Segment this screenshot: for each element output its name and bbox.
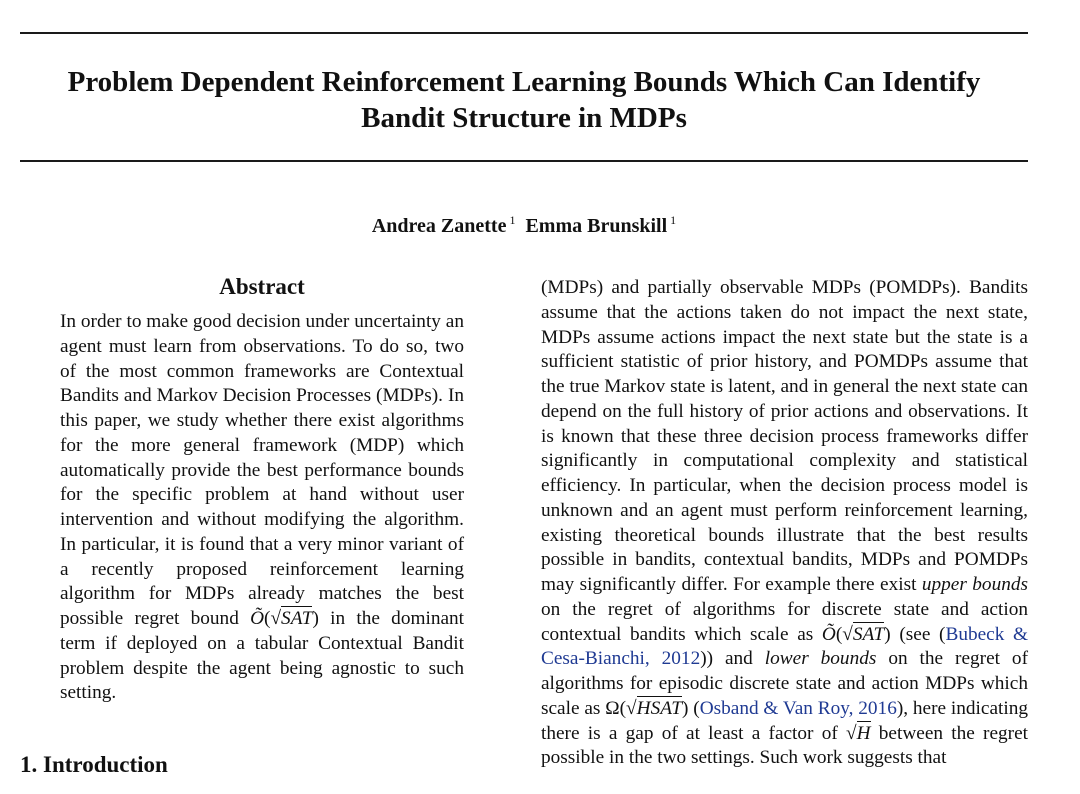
- author-list: [20, 207, 1028, 239]
- body-text: ), here indicating there is a gap of at least a factor of: [541, 697, 1029, 744]
- body-text: (see (: [899, 623, 946, 645]
- emphasis-text: upper bounds: [921, 574, 1028, 595]
- body-text: between the regret possible in the two settings. Such work suggests that: [541, 722, 1028, 769]
- author-affiliation-mark: 1: [670, 213, 677, 227]
- right-column-text: [541, 276, 1028, 771]
- title-bottom-rule: [20, 160, 1028, 162]
- abstract-text: In order to make good decision under uncertainty an agent must learn from observations. To do so, two of the most common frameworks are Contextual Bandits and Markov Decision Processes (MDPs). In this paper, we study whether there exist algorithms for the more general framework (MDP) which automatically provide the best performance bounds for the specific problem at hand without user intervention and without modifying the algorithm. In particular, it is found that a very minor variant of a recently proposed reinforcement learning algorithm for MDPs already matches the best possible regret bound: [60, 311, 464, 629]
- abstract-text: in the dominant term if deployed on a tabular Contextual Bandit problem despite the agent being agnostic to such setting.: [60, 608, 465, 704]
- author-name: Andrea Zanette: [371, 215, 507, 237]
- citation-link[interactable]: Osband & Van Roy, 2016: [699, 697, 897, 719]
- intro-paragraph: (MDPs) and partially observable MDPs (POMDPs). Bandits assume that the actions taken do not impact the next state, MDPs assume actions impact the next state but the state is a sufficient statistic of prior history, and POMDPs assume that the true Markov state is latent, and in general the next state can depend on the full history of prior actions and observations. It is known that these three decision process frameworks differ significantly in computational complexity and statistical efficiency. In particular, when the decision process model is unknown and an agent must perform reinforcement learning, existing theoretical bounds illustrate that the best results possible in bandits, contextual bandits, MDPs and POMDPs may significantly differ. For example there exist upper bounds on the regret of algorithms for discrete state and action contextual bandits which scale as Õ(√SAT) (see (Bubeck & Cesa-Bianchi, 2012)) and lower bounds on the regret of algorithms for episodic discrete state and action MDPs which scale as Ω(√HSAT) (Osband & Van Roy, 2016), here indicating there is a gap of at least a factor of √H between the regret possible in the two settings. Such work suggests that: [541, 277, 1029, 769]
- body-text: on the regret of algorithms for episodic discrete state and action MDPs which scale as: [541, 648, 1028, 719]
- section-heading-introduction: 1. Introduction: [20, 752, 168, 777]
- abstract-body: [60, 310, 464, 706]
- author-affiliation-mark: 1: [509, 213, 516, 227]
- upper-bound-math: Õ(√SAT): [821, 623, 891, 645]
- abstract-heading: Abstract: [219, 274, 305, 299]
- gap-factor-math: √H: [846, 722, 871, 744]
- body-text: )) and: [700, 648, 753, 670]
- title-top-rule: [20, 32, 1028, 34]
- body-text: on the regret of algorithms for discrete state and action contextual bandits which scale as: [541, 598, 1028, 645]
- regret-bound-math: Õ(√SAT): [250, 608, 319, 629]
- citation-link[interactable]: Bubeck & Cesa-Bianchi, 2012: [541, 623, 1028, 670]
- author-name: Emma Brunskill: [525, 215, 668, 237]
- body-text: (MDPs) and partially observable MDPs (POMDPs). Bandits assume that the actions taken do not impact the next state, MDPs assume actions impact the next state but the state is a sufficient statistic of prior history, and POMDPs assume that the true Markov state is latent, and in general the next state can depend on the full history of prior actions and observations. It is known that these three decision process frameworks differ significantly in computational complexity and statistical efficiency. In particular, when the decision process model is unknown and an agent must perform reinforcement learning, existing theoretical bounds illustrate that the best results possible in bandits, contextual bandits, MDPs and POMDPs may significantly differ. For example there exist: [541, 277, 1028, 595]
- abstract-paragraph: [60, 310, 464, 706]
- title-line-2: Bandit Structure in MDPs: [361, 102, 687, 134]
- emphasis-text: lower bounds: [764, 648, 877, 670]
- title-line-1: Problem Dependent Reinforcement Learning Bounds Which Can Identify: [67, 66, 981, 98]
- lower-bound-math: Ω(√HSAT): [605, 697, 689, 719]
- paper-title: [20, 64, 1028, 136]
